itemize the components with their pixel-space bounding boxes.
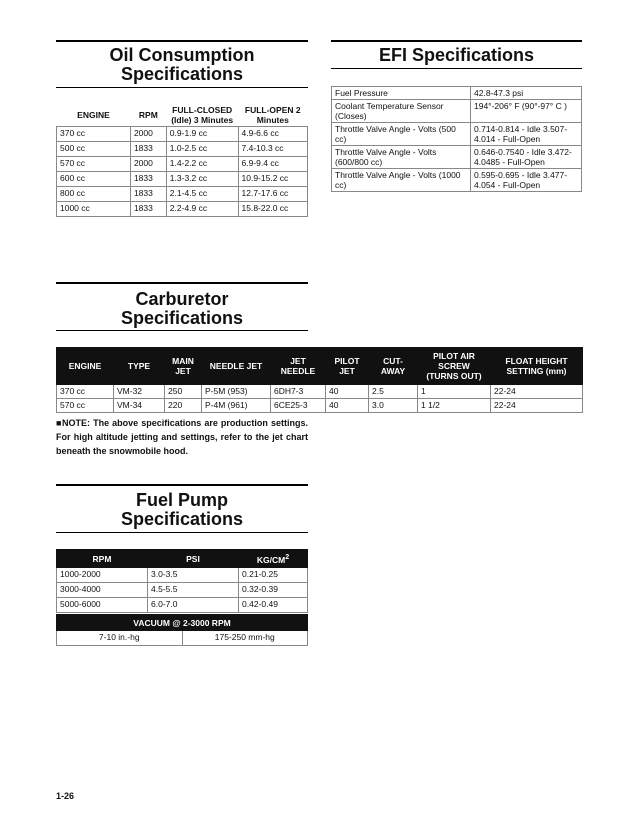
col-pilot-jet: PILOT JET	[326, 348, 369, 385]
table-row	[57, 385, 583, 399]
table-row	[332, 146, 582, 169]
table-cell: 1833	[130, 172, 166, 187]
table-cell: 40	[326, 385, 369, 399]
table-cell: 1833	[130, 142, 166, 157]
col-engine: ENGINE	[57, 348, 114, 385]
section-rule-bottom	[331, 68, 582, 69]
table-cell: 2000	[130, 127, 166, 142]
table-cell: P-5M (953)	[202, 385, 271, 399]
kgcm-label: KG/CM	[256, 554, 286, 565]
table-cell: 5000-6000	[57, 598, 148, 613]
table-row	[57, 157, 308, 172]
section-rule-bottom	[56, 330, 308, 331]
table-cell: 570 cc	[57, 399, 114, 413]
col-jet-needle: JET NEEDLE	[271, 348, 326, 385]
table-cell: 2.2-4.9 cc	[166, 202, 238, 217]
table-row	[57, 399, 583, 413]
table-cell: 0.714-0.814 - Idle 3.507-4.014 - Full-Open	[471, 123, 582, 146]
table-cell: 1000-2000	[57, 568, 148, 583]
carb-title-line2: Specifications	[120, 308, 244, 328]
table-row	[57, 202, 308, 217]
table-cell: 2.5	[369, 385, 418, 399]
table-cell: 6.0-7.0	[148, 598, 239, 613]
table-cell: 0.42-0.49	[239, 598, 308, 613]
table-cell: 370 cc	[57, 127, 131, 142]
table-row	[57, 568, 308, 583]
table-cell: 600 cc	[57, 172, 131, 187]
col-rpm: RPM	[138, 110, 158, 120]
table-cell: 800 cc	[57, 187, 131, 202]
table-cell: VM-34	[114, 399, 165, 413]
table-cell: 1.0-2.5 cc	[166, 142, 238, 157]
table-row	[57, 187, 308, 202]
table-cell: 42.8-47.3 psi	[471, 87, 582, 100]
col-kgcm2	[239, 550, 308, 568]
oil-title	[56, 46, 308, 84]
table-cell: 7-10 in.-hg	[57, 631, 183, 646]
fuel-pump-table	[56, 549, 308, 613]
col-psi: PSI	[148, 550, 239, 568]
section-rule-bottom	[56, 532, 308, 533]
table-cell: 220	[165, 399, 202, 413]
section-rule-top	[56, 40, 308, 42]
table-cell: Fuel Pressure	[332, 87, 471, 100]
table-row	[57, 142, 308, 157]
oil-title-line1: Oil Consumption	[109, 45, 255, 65]
table-cell: 0.646-0.7540 - Idle 3.472-4.0485 - Full-Open	[471, 146, 582, 169]
pump-title-line1: Fuel Pump	[135, 490, 228, 510]
efi-table	[331, 86, 582, 192]
table-cell: 1833	[130, 187, 166, 202]
table-cell: 3.0-3.5	[148, 568, 239, 583]
table-cell: 3.0	[369, 399, 418, 413]
kgcm-exponent: 2	[285, 552, 290, 561]
efi-title: EFI Specifications	[378, 45, 535, 65]
table-row	[57, 172, 308, 187]
carb-title	[56, 290, 308, 328]
col-cut-away: CUT-AWAY	[369, 348, 418, 385]
oil-consumption-table	[56, 104, 308, 217]
table-cell: 0.21-0.25	[239, 568, 308, 583]
table-cell: 1000 cc	[57, 202, 131, 217]
table-cell: 570 cc	[57, 157, 131, 172]
col-full-open: FULL-OPEN 2 Minutes	[244, 105, 301, 125]
table-cell: Throttle Valve Angle - Volts (1000 cc)	[332, 169, 471, 192]
table-cell: 370 cc	[57, 385, 114, 399]
table-header-row	[57, 615, 308, 631]
table-cell: 0.595-0.695 - Idle 3.477-4.054 - Full-Open	[471, 169, 582, 192]
vacuum-table	[56, 614, 308, 646]
table-row	[332, 169, 582, 192]
table-header-row	[57, 348, 583, 385]
table-cell: P-4M (961)	[202, 399, 271, 413]
pump-title	[56, 491, 308, 529]
page-number: 1-26	[56, 791, 75, 801]
table-cell: 250	[165, 385, 202, 399]
table-header-row	[57, 104, 308, 127]
col-float-height: FLOAT HEIGHT SETTING (mm)	[491, 348, 583, 385]
table-cell: 4.5-5.5	[148, 583, 239, 598]
oil-title-line2: Specifications	[120, 64, 244, 84]
col-full-closed: FULL-CLOSED (Idle) 3 Minutes	[171, 105, 234, 125]
table-row	[57, 598, 308, 613]
table-cell: 6CE25-3	[271, 399, 326, 413]
table-row	[57, 583, 308, 598]
table-cell: 1 1/2	[418, 399, 491, 413]
table-cell: Coolant Temperature Sensor (Closes)	[332, 100, 471, 123]
table-cell: 2000	[130, 157, 166, 172]
table-cell: 4.9-6.6 cc	[238, 127, 308, 142]
col-pilot-air-screw: PILOT AIR SCREW (TURNS OUT)	[418, 348, 491, 385]
section-rule-top	[56, 484, 308, 486]
col-rpm: RPM	[57, 550, 148, 568]
table-cell: 7.4-10.3 cc	[238, 142, 308, 157]
table-row	[57, 127, 308, 142]
carburetor-table	[56, 347, 583, 413]
vacuum-label: VACUUM @ 2-3000 RPM	[57, 615, 308, 631]
table-row	[332, 123, 582, 146]
table-cell: 1	[418, 385, 491, 399]
table-cell: 2.1-4.5 cc	[166, 187, 238, 202]
col-engine: ENGINE	[77, 110, 110, 120]
table-row	[332, 100, 582, 123]
pump-title-line2: Specifications	[120, 509, 244, 529]
table-cell: 1833	[130, 202, 166, 217]
table-cell: 0.32-0.39	[239, 583, 308, 598]
table-header-row	[57, 550, 308, 568]
table-cell: 12.7-17.6 cc	[238, 187, 308, 202]
production-note: ■NOTE: The above specifications are production settings. For high altitude jetting and settings, refer to the jet chart beneath the snowmobile hood.	[56, 418, 308, 456]
table-cell: 10.9-15.2 cc	[238, 172, 308, 187]
table-cell: 22-24	[491, 385, 583, 399]
table-cell: Throttle Valve Angle - Volts (500 cc)	[332, 123, 471, 146]
table-cell: 22-24	[491, 399, 583, 413]
table-row	[332, 87, 582, 100]
col-needle-jet: NEEDLE JET	[202, 348, 271, 385]
table-cell: 0.9-1.9 cc	[166, 127, 238, 142]
table-cell: 500 cc	[57, 142, 131, 157]
table-cell: 194°-206° F (90°-97° C )	[471, 100, 582, 123]
table-cell: 6DH7-3	[271, 385, 326, 399]
table-cell: 3000-4000	[57, 583, 148, 598]
table-row	[57, 631, 308, 646]
carb-title-line1: Carburetor	[135, 289, 229, 309]
table-cell: 40	[326, 399, 369, 413]
table-cell: 1.4-2.2 cc	[166, 157, 238, 172]
table-cell: 15.8-22.0 cc	[238, 202, 308, 217]
section-rule-top	[331, 40, 582, 42]
table-cell: 1.3-3.2 cc	[166, 172, 238, 187]
col-type: TYPE	[114, 348, 165, 385]
section-rule-bottom	[56, 87, 308, 88]
table-cell: Throttle Valve Angle - Volts (600/800 cc)	[332, 146, 471, 169]
table-cell: 6.9-9.4 cc	[238, 157, 308, 172]
section-rule-top	[56, 282, 308, 284]
table-cell: 175-250 mm-hg	[182, 631, 308, 646]
table-cell: VM-32	[114, 385, 165, 399]
col-main-jet: MAIN JET	[165, 348, 202, 385]
